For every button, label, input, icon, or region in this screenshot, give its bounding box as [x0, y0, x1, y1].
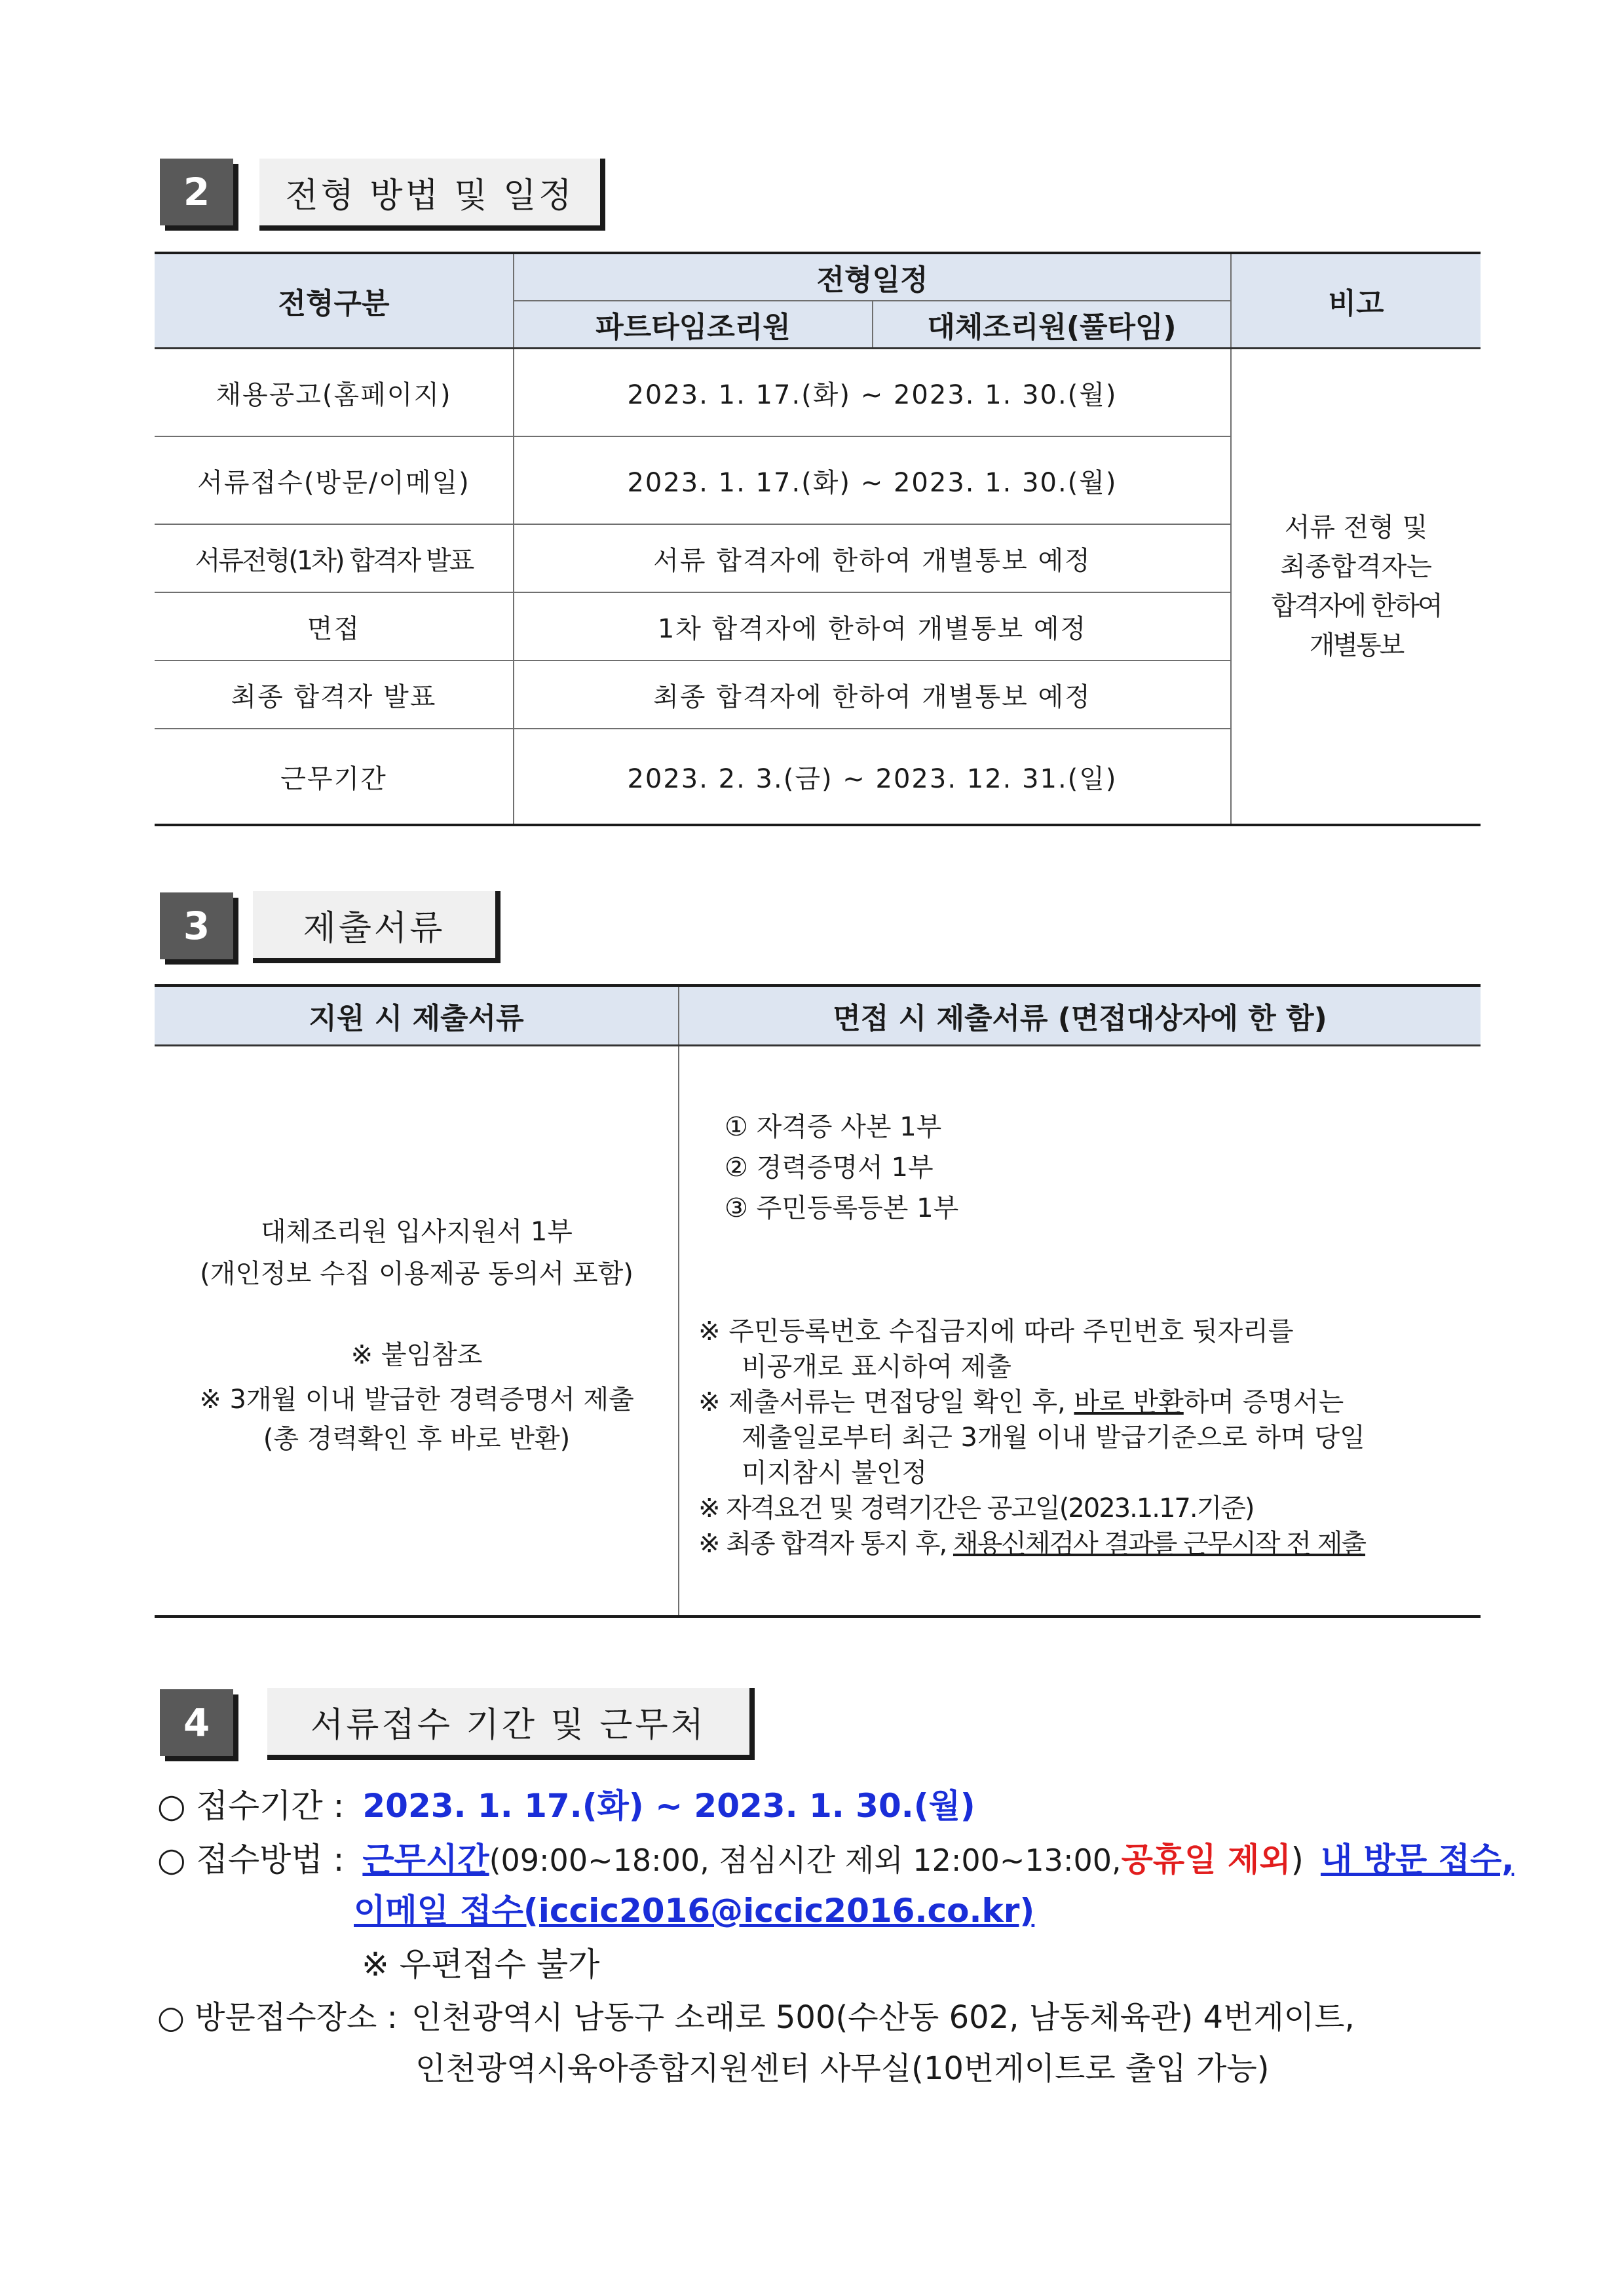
section-3-title: 제출서류: [253, 891, 500, 963]
row-label: 채용공고(홈페이지): [155, 349, 514, 437]
postal-not-allowed: ※ 우편접수 불가: [362, 1945, 600, 1983]
row-label: 최종 합격자 발표: [155, 660, 514, 729]
section-4-number: 4: [160, 1689, 233, 1756]
return-immediately-text: 바로 반환: [1074, 1387, 1184, 1417]
schedule-table: [155, 252, 1481, 826]
interview-note: ※ 주민등록번호 수집금지에 따라 주민번호 뒷자리를: [698, 1316, 1294, 1347]
place-address-line2: 인천광역시육아종합지원센터 사무실(10번게이트로 출입 가능): [415, 2050, 1270, 2087]
note-line: 서류 전형 및: [1284, 512, 1428, 543]
interview-doc-item: ① 자격증 사본 1부: [725, 1112, 942, 1142]
row-value: 1차 합격자에 한하여 개별통보 예정: [514, 592, 1231, 660]
section-2-title: 전형 방법 및 일정: [259, 159, 605, 231]
holiday-excluded-text: 공휴일 제외: [1121, 1841, 1291, 1879]
method-close-paren: ): [1291, 1841, 1304, 1879]
section-3-number: 3: [160, 892, 233, 959]
apply-doc-line: (개인정보 수집 이용제공 동의서 포함): [200, 1259, 633, 1289]
period-row: [157, 1780, 975, 1827]
row-label: 서류전형(1차) 합격자 발표: [155, 524, 514, 592]
interview-note: [698, 1381, 1344, 1419]
period-value: 2023. 1. 17.(화) ~ 2023. 1. 30.(월): [362, 1787, 975, 1825]
interview-note: 비공개로 표시하여 제출: [742, 1352, 1011, 1382]
interview-doc-item: ② 경력증명서 1부: [725, 1153, 934, 1183]
apply-doc-line: (총 경력확인 후 바로 반환): [263, 1424, 571, 1454]
section-4-title: 서류접수 기간 및 근무처: [267, 1688, 755, 1760]
header-apply-docs: 지원 시 제출서류: [155, 985, 679, 1046]
email-reception-link[interactable]: 이메일 접수(iccic2016@iccic2016.co.kr): [354, 1892, 1035, 1930]
apply-doc-line: ※ 붙임참조: [350, 1340, 483, 1370]
place-label: ○ 방문접수장소 :: [157, 1999, 398, 2036]
interview-note-text: ※ 최종 합격자 통지 후,: [698, 1529, 953, 1559]
apply-docs-cell: [155, 1046, 679, 1617]
period-label: ○ 접수기간 :: [157, 1787, 345, 1825]
note-line: 최종합격자는: [1280, 552, 1432, 582]
interview-note: ※ 자격요건 및 경력기간은 공고일(2023.1.17.기준): [698, 1493, 1254, 1523]
row-label: 근무기간: [155, 729, 514, 825]
place-address-line1: 인천광역시 남동구 소래로 500(수산동 602, 남동체육관) 4번게이트,: [411, 1999, 1355, 2036]
note-line: 합격자에 한하여: [1271, 591, 1441, 621]
row-value: 최종 합격자에 한하여 개별통보 예정: [514, 660, 1231, 729]
apply-doc-line: 대체조리원 입사지원서 1부: [261, 1217, 573, 1247]
interview-doc-item: ③ 주민등록등본 1부: [725, 1193, 959, 1223]
header-category: 전형구분: [155, 253, 514, 349]
interview-note: 미지참시 불인정: [742, 1458, 928, 1488]
apply-doc-line: ※ 3개월 이내 발급한 경력증명서 제출: [199, 1385, 634, 1415]
row-label: 서류접수(방문/이메일): [155, 436, 514, 524]
work-time-text: 근무시간: [362, 1841, 489, 1879]
header-schedule: 전형일정: [514, 253, 1231, 301]
work-hours-text: (09:00~18:00, 점심시간 제외 12:00~13:00,: [489, 1843, 1122, 1878]
header-parttime: 파트타임조리원: [514, 301, 873, 349]
row-label: 면접: [155, 592, 514, 660]
visit-reception-text: 내 방문 접수,: [1320, 1841, 1515, 1879]
section-2-number: 2: [160, 159, 233, 225]
row-value: 2023. 1. 17.(화) ~ 2023. 1. 30.(월): [514, 349, 1231, 437]
interview-note-text: 하며 증명서는: [1183, 1387, 1344, 1417]
header-note: 비고: [1231, 253, 1481, 349]
place-row: [157, 1992, 1355, 2037]
health-check-text: 채용신체검사 결과를 근무시작 전 제출: [953, 1529, 1366, 1559]
header-interview-docs: 면접 시 제출서류 (면접대상자에 한 함): [679, 985, 1481, 1046]
interview-note: [698, 1523, 1365, 1560]
interview-note-text: ※ 제출서류는 면접당일 확인 후,: [698, 1387, 1074, 1417]
note-line: 개별통보: [1309, 630, 1403, 660]
method-row: [157, 1833, 1514, 1881]
row-value: 2023. 2. 3.(금) ~ 2023. 12. 31.(일): [514, 729, 1231, 825]
header-fulltime: 대체조리원(풀타임): [873, 301, 1231, 349]
note-cell: [1231, 349, 1481, 826]
row-value: 서류 합격자에 한하여 개별통보 예정: [514, 524, 1231, 592]
interview-note: 제출일로부터 최근 3개월 이내 발급기준으로 하며 당일: [742, 1423, 1365, 1453]
method-label: ○ 접수방법 :: [157, 1841, 345, 1879]
row-value: 2023. 1. 17.(화) ~ 2023. 1. 30.(월): [514, 436, 1231, 524]
